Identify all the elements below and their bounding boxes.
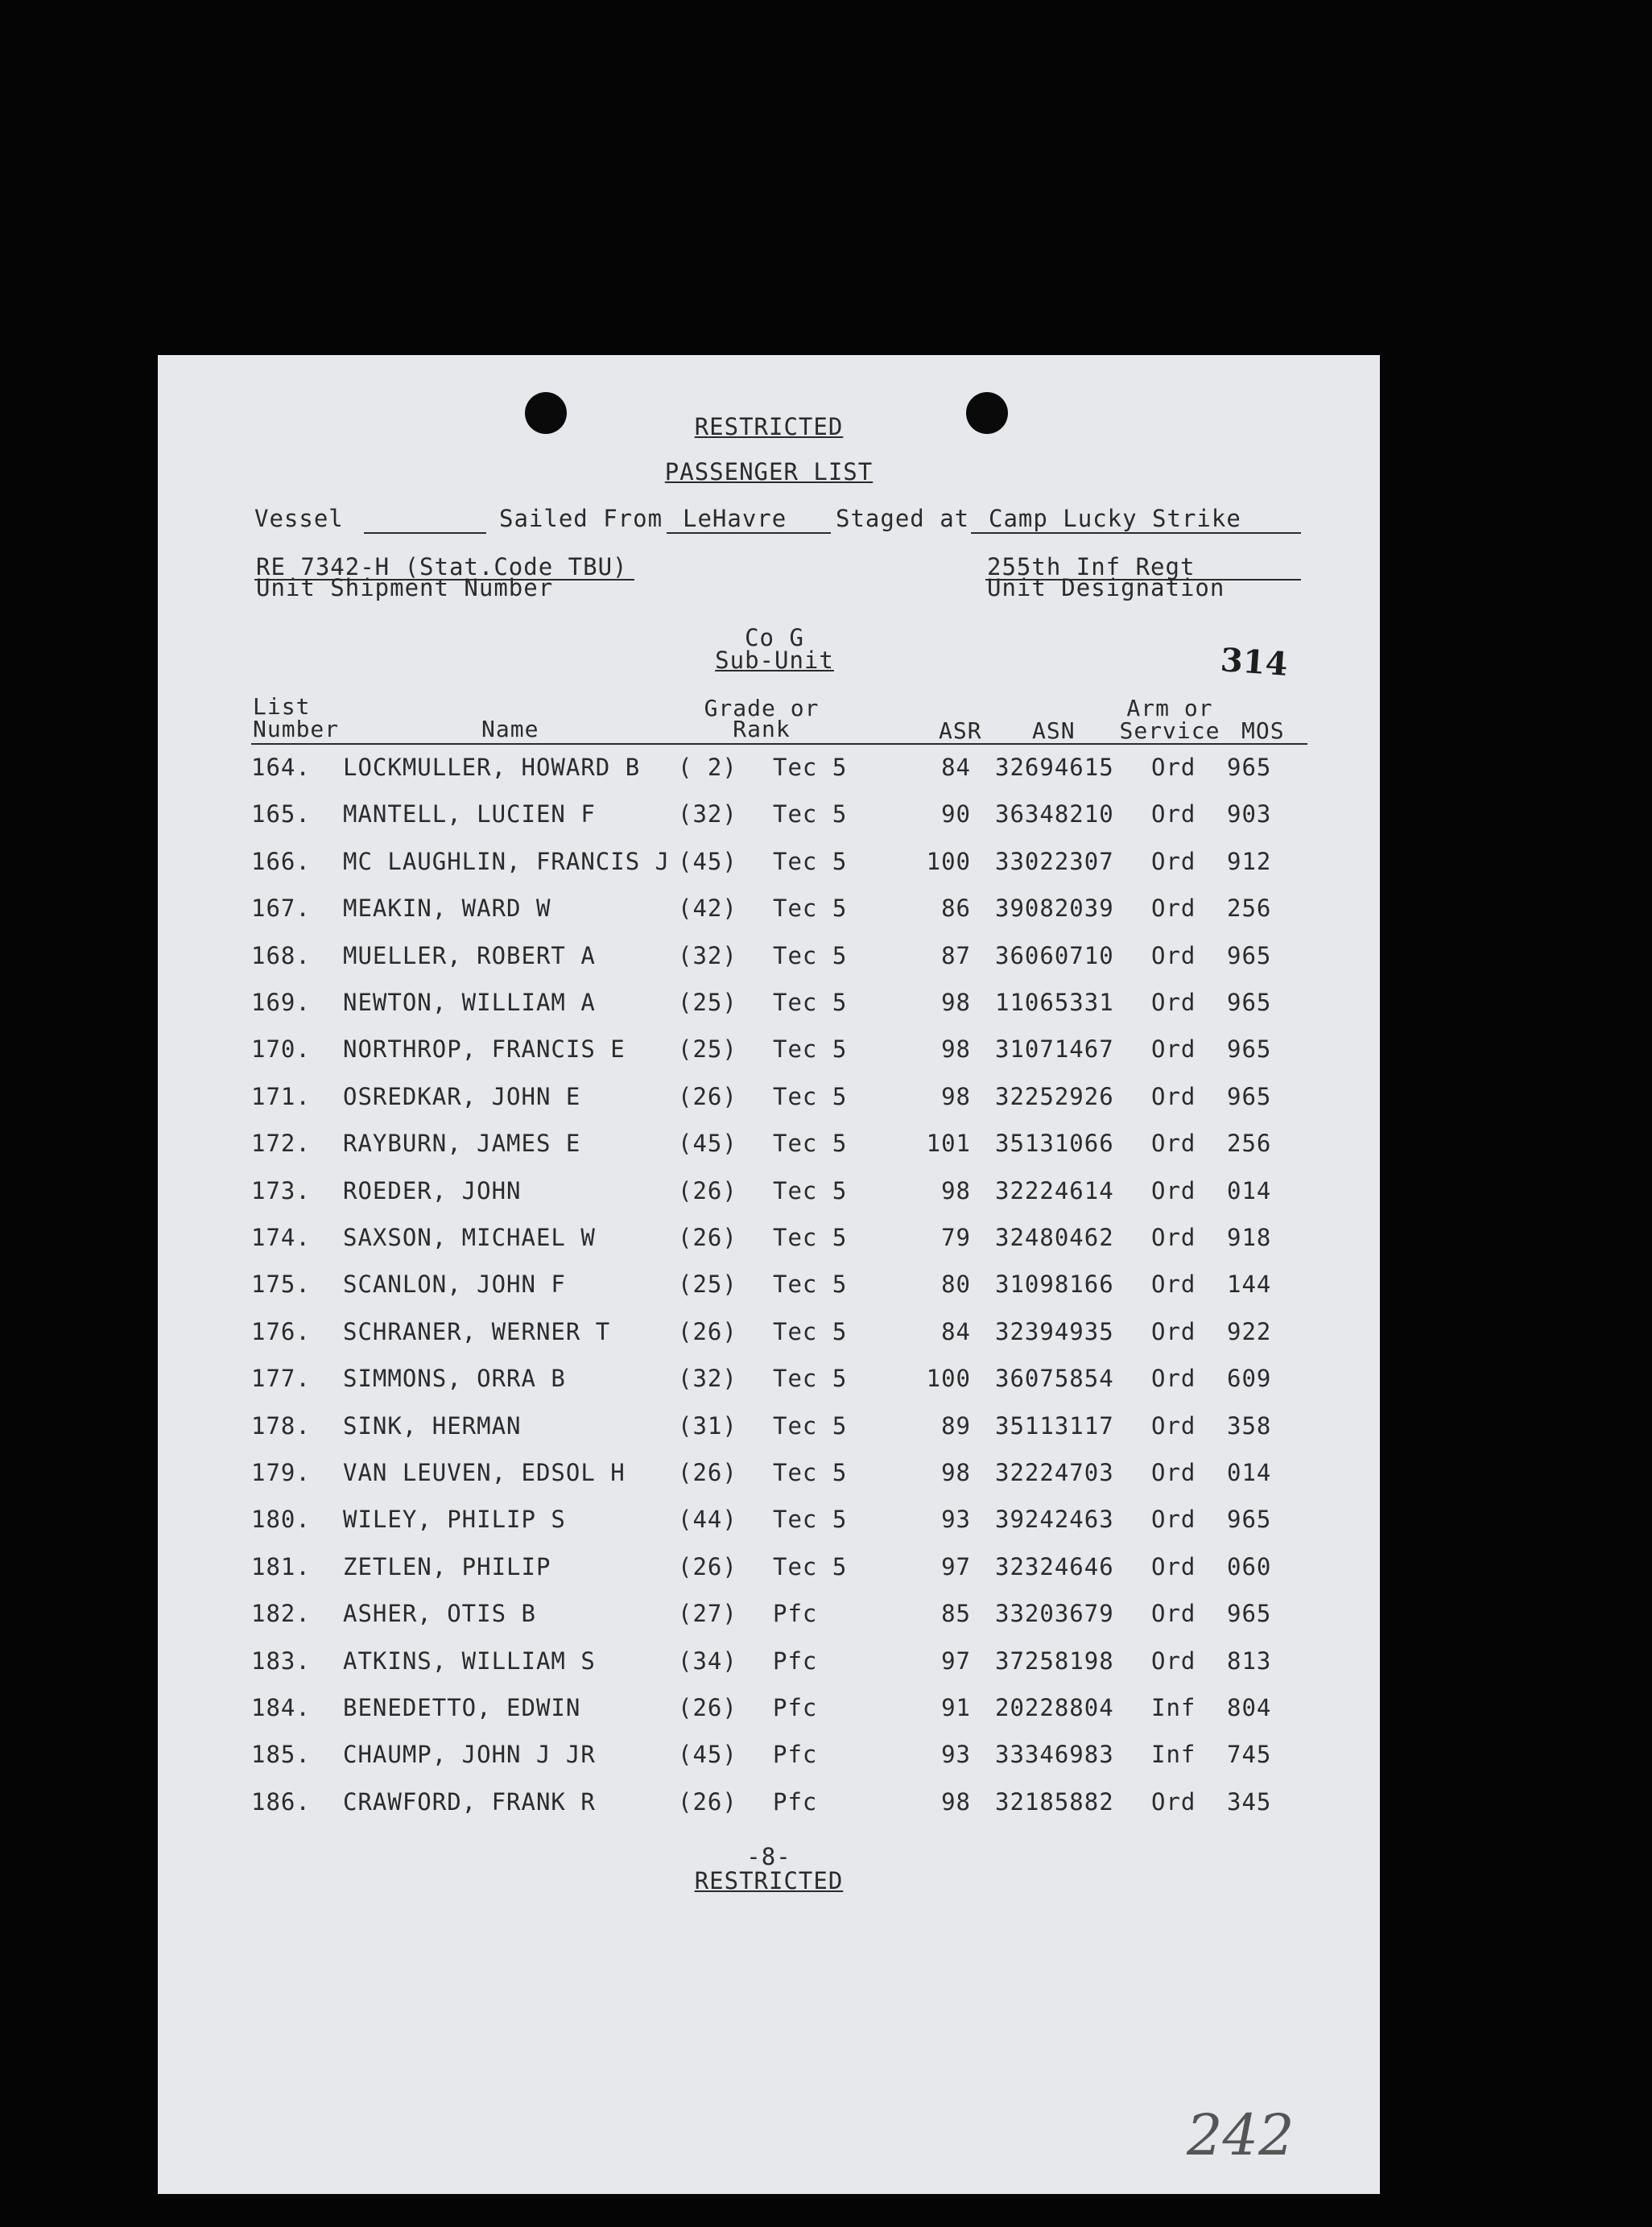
code: (26) [678,1082,737,1110]
table-row [158,1365,1380,1411]
restricted-top: RESTRICTED [694,413,844,440]
asn: 32324646 [995,1552,1114,1580]
grade: Tec 5 [773,1176,848,1204]
grade: Tec 5 [773,1506,848,1534]
passenger-name: ROEDER, JOHN [343,1176,522,1204]
code: (31) [678,1411,737,1440]
asr: 84 [941,1317,971,1345]
table-row [158,1130,1380,1176]
staged-value: Camp Lucky Strike [989,505,1241,532]
mos: 144 [1227,1271,1272,1299]
sub-unit-label: Sub-Unit [715,647,834,674]
arm-service: Ord [1151,847,1196,875]
sailed-label: Sailed From [499,505,663,532]
list-number: 168. [251,941,311,969]
asr: 84 [941,754,971,781]
arm-service: Inf [1151,1741,1196,1769]
mos: 358 [1227,1411,1272,1440]
header-rule [251,743,1307,745]
list-number: 165. [251,800,311,828]
asr: 100 [926,1365,971,1393]
mos: 345 [1227,1787,1272,1816]
asr: 97 [941,1552,971,1580]
table-row [158,1694,1380,1741]
mos: 256 [1227,1130,1272,1158]
asn: 36348210 [995,800,1114,828]
list-number: 164. [251,754,311,781]
grade: Tec 5 [773,847,848,875]
mos: 922 [1227,1317,1272,1345]
table-row [158,1271,1380,1317]
arm-service: Ord [1151,1035,1196,1064]
handwritten-number: 242 [1187,2102,1295,2168]
asr: 85 [941,1600,971,1628]
arm-service: Ord [1151,989,1196,1016]
code: (42) [678,895,737,923]
list-number: 181. [251,1552,311,1580]
asr: 87 [941,941,971,969]
passenger-name: MEAKIN, WARD W [343,895,551,923]
code: (45) [678,1741,737,1769]
list-number: 166. [251,847,311,875]
arm-service: Ord [1151,800,1196,828]
table-row [158,1035,1380,1082]
table-row [158,1647,1380,1694]
mos: 745 [1227,1741,1272,1769]
vessel-blank [364,532,486,534]
list-number: 184. [251,1694,311,1721]
grade: Tec 5 [773,895,848,923]
sailed-value: LeHavre [683,505,787,532]
asn: 35113117 [995,1411,1114,1440]
code: (26) [678,1317,737,1345]
grade: Pfc [773,1741,818,1769]
grade: Tec 5 [773,989,848,1016]
grade: Pfc [773,1600,818,1628]
mos: 813 [1227,1646,1272,1675]
arm-service: Ord [1151,1506,1196,1534]
shipment-number-label: Unit Shipment Number [256,574,554,601]
mos: 965 [1227,1082,1272,1110]
list-number: 170. [251,1035,311,1064]
passenger-name: MANTELL, LUCIEN F [343,800,596,828]
asr: 101 [926,1130,971,1158]
table-row [158,942,1380,989]
asn: 32394935 [995,1317,1114,1345]
mos: 912 [1227,847,1272,875]
col-asr: ASR [939,717,982,744]
code: (26) [678,1787,737,1816]
table-row [158,1459,1380,1506]
asr: 90 [941,800,971,828]
passenger-name: MUELLER, ROBERT A [343,941,596,969]
asr: 100 [926,847,971,875]
staged-label: Staged at [836,505,970,532]
code: (26) [678,1694,737,1721]
arm-service: Ord [1151,1646,1196,1675]
asr: 80 [941,1271,971,1299]
grade: Tec 5 [773,1035,848,1064]
mos: 965 [1227,941,1272,969]
col-mos: MOS [1241,717,1285,744]
table-row [158,1553,1380,1600]
asr: 98 [941,1035,971,1064]
unit-designation-label: Unit Designation [987,574,1225,601]
col-name: Name [481,716,539,742]
code: (32) [678,941,737,969]
passenger-name: WILEY, PHILIP S [343,1506,566,1534]
passenger-name: CRAWFORD, FRANK R [343,1787,596,1816]
code: ( 2) [678,754,737,781]
asr: 93 [941,1741,971,1769]
list-number: 178. [251,1411,311,1440]
code: (25) [678,989,737,1016]
table-row [158,1412,1380,1459]
asr: 98 [941,1176,971,1204]
arm-service: Ord [1151,1317,1196,1345]
mos: 014 [1227,1176,1272,1204]
arm-service: Ord [1151,1082,1196,1110]
table-row [158,1741,1380,1787]
passenger-name: CHAUMP, JOHN J JR [343,1741,596,1769]
passenger-name: SINK, HERMAN [343,1411,522,1440]
col-arm-1: Arm or [1126,695,1213,721]
list-number: 169. [251,989,311,1016]
grade: Tec 5 [773,1224,848,1251]
grade: Tec 5 [773,1082,848,1110]
mos: 014 [1227,1459,1272,1486]
passenger-name: ASHER, OTIS B [343,1600,536,1628]
list-number: 171. [251,1082,311,1110]
arm-service: Ord [1151,1459,1196,1486]
asn: 37258198 [995,1646,1114,1675]
table-row [158,1318,1380,1365]
table-row [158,800,1380,847]
document-page [158,355,1380,2194]
asn: 33022307 [995,847,1114,875]
grade: Pfc [773,1646,818,1675]
code: (45) [678,847,737,875]
page-number: -8- [746,1843,791,1870]
asn: 39242463 [995,1506,1114,1534]
stamp-number: 314 [1219,641,1290,684]
mos: 918 [1227,1224,1272,1251]
table-row [158,1788,1380,1835]
mos: 060 [1227,1552,1272,1580]
asn: 35131066 [995,1130,1114,1158]
asn: 32185882 [995,1787,1114,1816]
code: (26) [678,1224,737,1251]
passenger-name: MC LAUGHLIN, FRANCIS J [343,847,671,875]
document-title: PASSENGER LIST [664,458,873,485]
asr: 91 [941,1694,971,1721]
asr: 97 [941,1646,971,1675]
asn: 32694615 [995,754,1114,781]
grade: Tec 5 [773,1317,848,1345]
arm-service: Ord [1151,941,1196,969]
asn: 11065331 [995,989,1114,1016]
list-number: 183. [251,1646,311,1675]
grade: Tec 5 [773,1130,848,1158]
list-number: 175. [251,1271,311,1299]
grade: Tec 5 [773,800,848,828]
passenger-name: BENEDETTO, EDWIN [343,1694,581,1721]
code: (32) [678,800,737,828]
table-row [158,1177,1380,1224]
mos: 965 [1227,754,1272,781]
passenger-name: SCANLON, JOHN F [343,1271,566,1299]
code: (26) [678,1459,737,1486]
passenger-name: SAXSON, MICHAEL W [343,1224,596,1251]
asn: 36075854 [995,1365,1114,1393]
asr: 98 [941,1459,971,1486]
passenger-name: SCHRANER, WERNER T [343,1317,611,1345]
mos: 965 [1227,1506,1272,1534]
asn: 20228804 [995,1694,1114,1721]
table-row [158,754,1380,800]
code: (26) [678,1176,737,1204]
mos: 965 [1227,1035,1272,1064]
unit-designation-value: 255th Inf Regt [987,553,1196,581]
arm-service: Ord [1151,1271,1196,1299]
asn: 32480462 [995,1224,1114,1251]
table-row [158,895,1380,941]
passenger-name: NORTHROP, FRANCIS E [343,1035,626,1064]
grade: Tec 5 [773,1271,848,1299]
vessel-label: Vessel [254,505,344,532]
passenger-name: ZETLEN, PHILIP [343,1552,551,1580]
grade: Tec 5 [773,1365,848,1393]
restricted-bottom: RESTRICTED [694,1867,844,1894]
asn: 33203679 [995,1600,1114,1628]
mos: 804 [1227,1694,1272,1721]
list-number: 185. [251,1741,311,1769]
arm-service: Ord [1151,754,1196,781]
arm-service: Ord [1151,1552,1196,1580]
arm-service: Ord [1151,895,1196,923]
list-number: 176. [251,1317,311,1345]
arm-service: Inf [1151,1694,1196,1721]
asr: 86 [941,895,971,923]
list-number: 186. [251,1787,311,1816]
col-list-number-1: List [253,693,311,720]
col-grade-2: Rank [733,716,791,742]
table-row [158,1083,1380,1130]
list-number: 177. [251,1365,311,1393]
code: (25) [678,1271,737,1299]
mos: 965 [1227,1600,1272,1628]
arm-service: Ord [1151,1787,1196,1816]
asn: 32252926 [995,1082,1114,1110]
asn: 33346983 [995,1741,1114,1769]
passenger-name: VAN LEUVEN, EDSOL H [343,1459,626,1486]
list-number: 180. [251,1506,311,1534]
table-row [158,1224,1380,1271]
list-number: 182. [251,1600,311,1628]
sub-unit-value: Co G [745,624,804,651]
mos: 903 [1227,800,1272,828]
asr: 98 [941,1787,971,1816]
asn: 39082039 [995,895,1114,923]
passenger-name: RAYBURN, JAMES E [343,1130,581,1158]
asr: 89 [941,1411,971,1440]
table-row [158,848,1380,895]
asr: 79 [941,1224,971,1251]
grade: Tec 5 [773,754,848,781]
asn: 31098166 [995,1271,1114,1299]
mos: 256 [1227,895,1272,923]
asn: 31071467 [995,1035,1114,1064]
code: (44) [678,1506,737,1534]
code: (26) [678,1552,737,1580]
arm-service: Ord [1151,1600,1196,1628]
shipment-number-value: RE 7342-H (Stat.Code TBU) [256,553,628,581]
grade: Tec 5 [773,941,848,969]
table-row [158,1506,1380,1552]
passenger-name: NEWTON, WILLIAM A [343,989,596,1016]
arm-service: Ord [1151,1130,1196,1158]
staged-blank [971,532,1301,534]
code: (45) [678,1130,737,1158]
asr: 98 [941,1082,971,1110]
asn: 36060710 [995,941,1114,969]
table-row [158,989,1380,1035]
col-grade-1: Grade or [704,695,820,721]
sailed-blank [667,532,831,534]
list-number: 174. [251,1224,311,1251]
list-number: 173. [251,1176,311,1204]
arm-service: Ord [1151,1365,1196,1393]
col-arm-2: Service [1119,717,1220,744]
table-row [158,1600,1380,1646]
asn: 32224703 [995,1459,1114,1486]
grade: Pfc [773,1694,818,1721]
code: (25) [678,1035,737,1064]
mos: 609 [1227,1365,1272,1393]
arm-service: Ord [1151,1224,1196,1251]
asr: 98 [941,989,971,1016]
code: (32) [678,1365,737,1393]
grade: Tec 5 [773,1411,848,1440]
passenger-name: LOCKMULLER, HOWARD B [343,754,641,781]
mos: 965 [1227,989,1272,1016]
passenger-name: SIMMONS, ORRA B [343,1365,566,1393]
code: (27) [678,1600,737,1628]
grade: Pfc [773,1787,818,1816]
asn: 32224614 [995,1176,1114,1204]
asr: 93 [941,1506,971,1534]
passenger-name: OSREDKAR, JOHN E [343,1082,581,1110]
list-number: 179. [251,1459,311,1486]
list-number: 172. [251,1130,311,1158]
grade: Tec 5 [773,1552,848,1580]
passenger-name: ATKINS, WILLIAM S [343,1646,596,1675]
col-asn: ASN [1032,717,1076,744]
code: (34) [678,1646,737,1675]
list-number: 167. [251,895,311,923]
arm-service: Ord [1151,1411,1196,1440]
col-list-number-2: Number [253,716,340,742]
arm-service: Ord [1151,1176,1196,1204]
grade: Tec 5 [773,1459,848,1486]
